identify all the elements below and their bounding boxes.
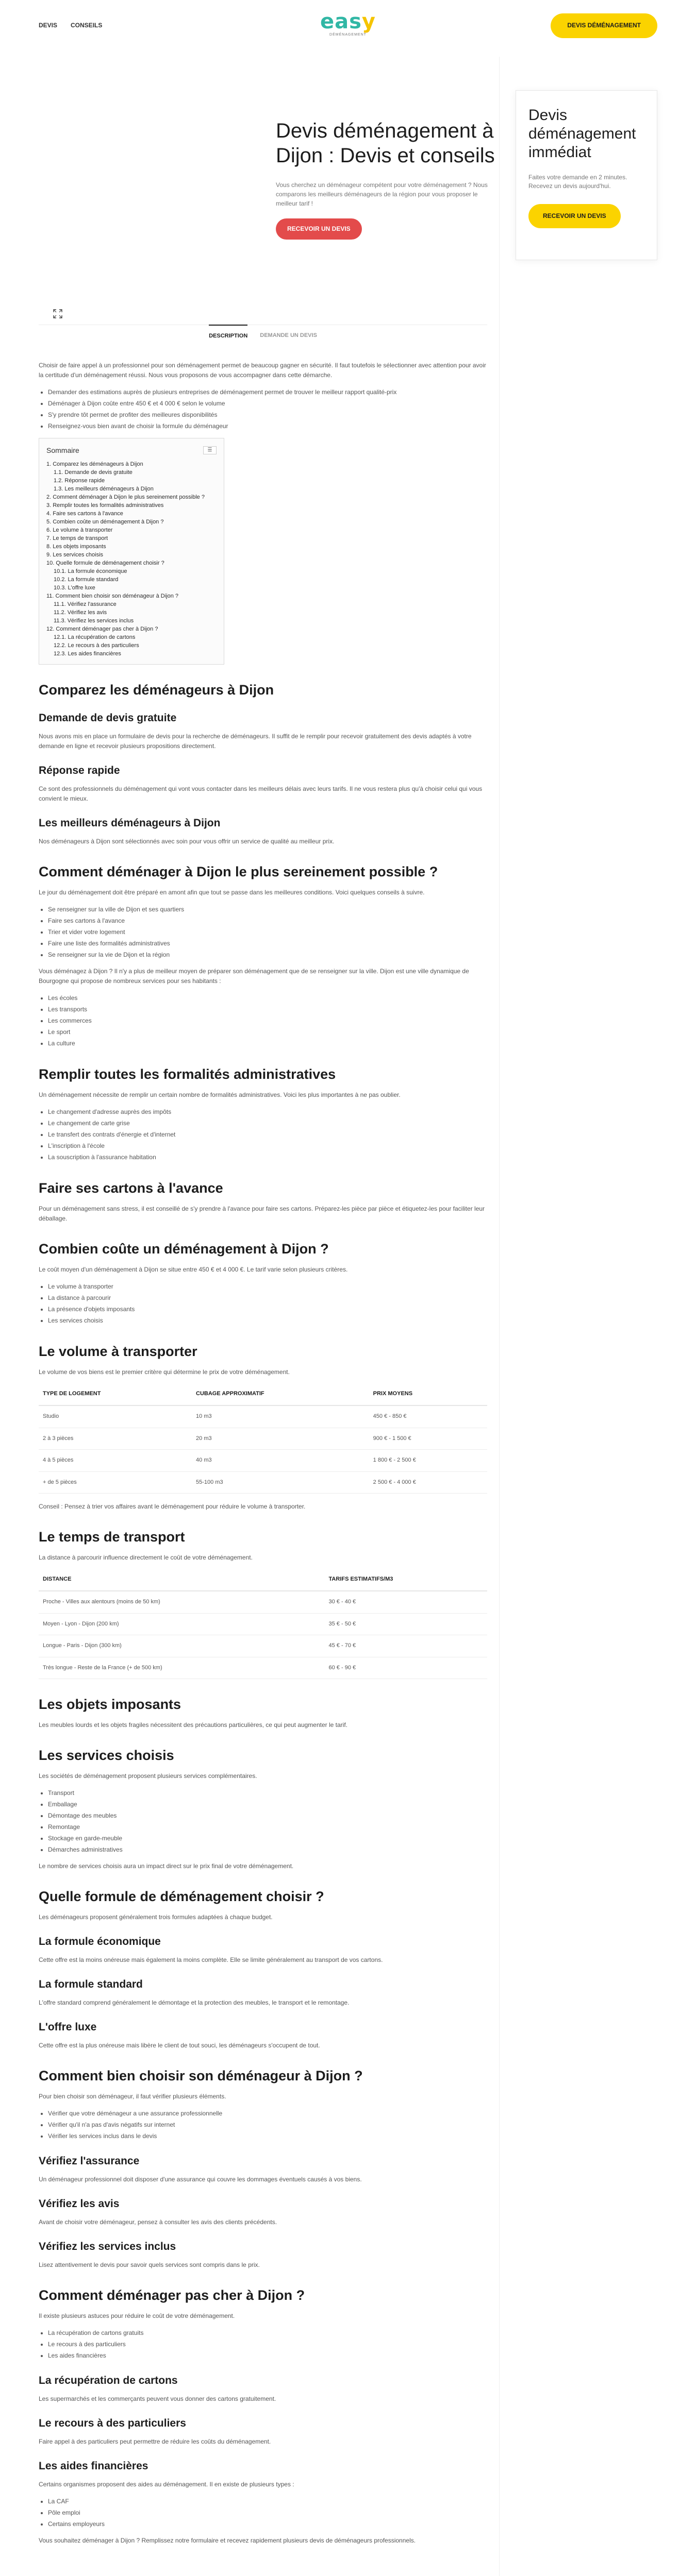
- list-item: • Le recours à des particuliers: [48, 2338, 487, 2350]
- table-row: Studio 10 m3 450 € - 850 €: [39, 1405, 487, 1428]
- list-item: • Déménager à Dijon coûte entre 450 € et 4 000 € selon le volume: [48, 398, 487, 409]
- paragraph: Vous déménagez à Dijon ? Il n'y a plus de meilleur moyen de préparer son déménagement que de se renseigner sur la ville. Dijon est une ville dynamique de Bourgogne qui propose de nombreux services pour ses habitants :: [39, 968, 469, 985]
- toc-link[interactable]: 11.2. Vérifiez les avis: [54, 609, 107, 616]
- toc-link[interactable]: 10.2. La formule standard: [54, 577, 119, 583]
- list-item: • Le changement d'adresse auprès des impôts: [48, 1106, 487, 1117]
- toc-link[interactable]: 12.2. Le recours à des particuliers: [54, 642, 139, 649]
- toc-title: Sommaire: [46, 446, 79, 454]
- paragraph: Nos déménageurs à Dijon sont sélectionnés avec soin pour vous offrir un service de qualité au meilleur prix.: [39, 838, 335, 845]
- tab-description[interactable]: DESCRIPTION: [209, 325, 247, 341]
- paragraph: Ce sont des professionnels du déménagement qui vont vous contacter dans les meilleurs délais avec leurs tarifs. Il ne vous restera plus qu'à choisir celui qui vous convient le mieux.: [39, 785, 483, 803]
- paragraph: Les sociétés de déménagement proposent plusieurs services complémentaires.: [39, 1772, 257, 1780]
- list-item: • La souscription à l'assurance habitation: [48, 1151, 487, 1163]
- toc-link[interactable]: 11.3. Vérifiez les services inclus: [54, 618, 134, 624]
- paragraph: Vous souhaitez déménager à Dijon ? Remplissez notre formulaire et recevez rapidement plusieurs devis de déménageurs professionnels.: [39, 2537, 416, 2545]
- bullet-list: [48, 992, 487, 1049]
- list-item: • Faire une liste des formalités administratives: [48, 938, 487, 949]
- paragraph: Faire appel à des particuliers peut permettre de réduire les coûts du déménagement.: [39, 2438, 271, 2446]
- distance-price-table: [39, 1569, 487, 1679]
- section-heading: Comment bien choisir son déménageur à Dijon ?: [39, 2068, 363, 2084]
- bullet-list: [48, 1787, 487, 1855]
- subsection-heading: Vérifiez les services inclus: [39, 2241, 176, 2253]
- expand-icon[interactable]: [53, 309, 62, 318]
- list-item: • Emballage: [48, 1799, 487, 1810]
- toc-link[interactable]: 1.1. Demande de devis gratuite: [54, 469, 132, 476]
- paragraph: Certains organismes proposent des aides au déménagement. Il en existe de plusieurs types :: [39, 2481, 294, 2488]
- list-item: • Certains employeurs: [48, 2518, 487, 2530]
- table-header: DISTANCE: [39, 1569, 325, 1591]
- list-item: • S'y prendre tôt permet de profiter des meilleures disponibilités: [48, 409, 487, 420]
- toc-link[interactable]: 10.3. L'offre luxe: [54, 585, 95, 591]
- paragraph: Les supermarchés et les commerçants peuvent vous donner des cartons gratuitement.: [39, 2395, 276, 2403]
- toc-link[interactable]: 8. Les objets imposants: [46, 544, 106, 550]
- section-heading: Combien coûte un déménagement à Dijon ?: [39, 1241, 329, 1257]
- list-item: • La récupération de cartons gratuits: [48, 2327, 487, 2338]
- section-heading: Les services choisis: [39, 1748, 174, 1764]
- list-item: • Les services choisis: [48, 1315, 487, 1326]
- section-heading: Faire ses cartons à l'avance: [39, 1180, 223, 1196]
- paragraph: Lisez attentivement le devis pour savoir quels services sont compris dans le prix.: [39, 2261, 260, 2269]
- list-item: • Stockage en garde-meuble: [48, 1833, 487, 1844]
- main-nav: [39, 21, 102, 30]
- paragraph: Conseil : Pensez à trier vos affaires avant le déménagement pour réduire le volume à transporter.: [39, 1503, 306, 1511]
- list-item: • Se renseigner sur la vie de Dijon et la région: [48, 949, 487, 960]
- paragraph: Un déménageur professionnel doit disposer d'une assurance qui couvre les dommages éventuels causés à vos biens.: [39, 2176, 362, 2183]
- toc-link[interactable]: 1.3. Les meilleurs déménageurs à Dijon: [54, 486, 154, 493]
- sidebar-title: Devis déménagement immédiat: [528, 107, 636, 161]
- table-of-contents: [39, 438, 224, 665]
- sidebar-text: Faites votre demande en 2 minutes. Recevez un devis aujourd'hui.: [528, 174, 627, 190]
- table-row: Proche - Villes aux alentours (moins de 50 km) 30 € - 40 €: [39, 1591, 487, 1613]
- list-item: • La présence d'objets imposants: [48, 1303, 487, 1315]
- toc-link[interactable]: 1. Comparez les déménageurs à Dijon: [46, 461, 143, 468]
- table-row: Très longue - Reste de la France (+ de 500 km) 60 € - 90 €: [39, 1657, 487, 1679]
- toc-link[interactable]: 2. Comment déménager à Dijon le plus sereinement possible ?: [46, 494, 205, 501]
- toc-link[interactable]: 7. Le temps de transport: [46, 535, 108, 542]
- hero-description: Vous cherchez un déménageur compétent pour votre déménagement ? Nous comparons les meilleurs déménageurs de la région pour vous proposer le meilleur tarif !: [276, 181, 488, 207]
- list-item: • Les transports: [48, 1004, 487, 1015]
- toc-link[interactable]: 5. Combien coûte un déménagement à Dijon ?: [46, 519, 164, 526]
- subsection-heading: La formule économique: [39, 1936, 161, 1948]
- description-content: [39, 361, 487, 2552]
- paragraph: Avant de choisir votre déménageur, pensez à consulter les avis des clients précédents.: [39, 2218, 277, 2226]
- section-heading: Comment déménager à Dijon le plus sereinement possible ?: [39, 864, 438, 880]
- table-header: TARIFS ESTIMATIFS/M3: [325, 1569, 487, 1591]
- bullet-list: [48, 2327, 487, 2361]
- nav-devis-link[interactable]: DEVIS: [39, 22, 58, 29]
- section-heading: Le temps de transport: [39, 1529, 185, 1545]
- list-item: • L'inscription à l'école: [48, 1140, 487, 1151]
- list-item: • La culture: [48, 1038, 487, 1049]
- paragraph: Le nombre de services choisis aura un impact direct sur le prix final de votre déménagement.: [39, 1862, 294, 1870]
- sidebar-devis-card: [516, 90, 657, 260]
- table-header: TYPE DE LOGEMENT: [39, 1383, 192, 1405]
- volume-price-table: [39, 1383, 487, 1494]
- site-logo[interactable]: [320, 11, 376, 38]
- list-item: • Le sport: [48, 1026, 487, 1038]
- list-item: • Se renseigner sur la ville de Dijon et ses quartiers: [48, 904, 487, 915]
- list-item: • Transport: [48, 1787, 487, 1799]
- paragraph: La distance à parcourir influence directement le coût de votre déménagement.: [39, 1554, 253, 1562]
- section-heading: Comment déménager pas cher à Dijon ?: [39, 2287, 305, 2303]
- table-row: 2 à 3 pièces 20 m3 900 € - 1 500 €: [39, 1428, 487, 1450]
- section-heading: Le volume à transporter: [39, 1344, 197, 1360]
- paragraph: Le jour du déménagement doit être préparé en amont afin que tout se passe dans les meilleures conditions. Voici quelques conseils à suivre.: [39, 889, 425, 896]
- toc-link[interactable]: 11.1. Vérifiez l'assurance: [54, 601, 117, 608]
- page-title: Devis déménagement à Dijon : Devis et conseils: [276, 120, 495, 167]
- list-item: • Le changement de carte grise: [48, 1117, 487, 1129]
- product-summary: [276, 118, 498, 240]
- toc-link[interactable]: 12.3. Les aides financières: [54, 651, 121, 657]
- list-item: • Renseignez-vous bien avant de choisir la formule du déménageur: [48, 420, 487, 432]
- list-item: • Pôle emploi: [48, 2507, 487, 2518]
- paragraph: Cette offre est la plus onéreuse mais libère le client de tout souci, les déménageurs s'occupent de tout.: [39, 2042, 320, 2049]
- toc-link[interactable]: 4. Faire ses cartons à l'avance: [46, 511, 123, 517]
- intro-list: [48, 386, 487, 432]
- list-item: • Le volume à transporter: [48, 1281, 487, 1292]
- nav-conseils-link[interactable]: CONSEILS: [71, 22, 103, 29]
- bullet-list: [48, 2496, 487, 2530]
- intro-paragraph: Choisir de faire appel à un professionnel pour son déménagement permet de beaucoup gagner en sécurité. Il faut toutefois le sélectionner avec attention pour avoir la certitude d'un déménagement réussi. Nous vous proposons de vous accompagner dans cette démarche.: [39, 362, 486, 379]
- subsection-heading: Demande de devis gratuite: [39, 712, 177, 724]
- paragraph: L'offre standard comprend généralement le démontage et la protection des meubles, le transport et le remontage.: [39, 1999, 350, 2007]
- paragraph: Les déménageurs proposent généralement trois formules adaptées à chaque budget.: [39, 1913, 273, 1921]
- logo-wordmark: easy: [320, 10, 376, 33]
- toc-link[interactable]: 3. Remplir toutes les formalités administratives: [46, 502, 164, 509]
- subsection-heading: La formule standard: [39, 1978, 143, 1991]
- paragraph: Le coût moyen d'un déménagement à Dijon se situe entre 450 € et 4 000 €. Le tarif varie selon plusieurs critères.: [39, 1266, 348, 1274]
- subsection-heading: Vérifiez l'assurance: [39, 2155, 140, 2167]
- tab-demande-devis[interactable]: DEMANDE UN DEVIS: [260, 332, 317, 338]
- paragraph: Un déménagement nécessite de remplir un certain nombre de formalités administratives. Voici les plus importantes à ne pas oublier.: [39, 1091, 401, 1099]
- sidebar-divider: [499, 57, 500, 2576]
- list-item: • Les écoles: [48, 992, 487, 1004]
- paragraph: Il existe plusieurs astuces pour réduire le coût de votre déménagement.: [39, 2312, 235, 2320]
- section-heading: Comparez les déménageurs à Dijon: [39, 682, 274, 698]
- list-item: • La distance à parcourir: [48, 1292, 487, 1303]
- paragraph: Nous avons mis en place un formulaire de devis pour la recherche de déménageurs. Il suffit de le remplir pour recevoir gratuitement des devis adaptés à votre demande en ligne et recevoir plusieurs propositions directement.: [39, 733, 472, 750]
- bullet-list: [48, 2108, 487, 2142]
- hero-devis-button[interactable]: RECEVOIR UN DEVIS: [276, 218, 362, 240]
- toc-link[interactable]: 12.1. La récupération de cartons: [54, 634, 136, 641]
- toc-toggle-icon[interactable]: ☰: [203, 446, 217, 454]
- table-header: PRIX MOYENS: [369, 1383, 487, 1405]
- bullet-list: [48, 1281, 487, 1326]
- list-item: • La CAF: [48, 2496, 487, 2507]
- list-item: • Faire ses cartons à l'avance: [48, 915, 487, 926]
- toc-link[interactable]: 1.2. Réponse rapide: [54, 478, 105, 484]
- list-item: • Vérifier que votre déménageur a une assurance professionnelle: [48, 2108, 487, 2119]
- toc-link[interactable]: 11. Comment bien choisir son déménageur à Dijon ?: [46, 593, 178, 600]
- list-item: • Les commerces: [48, 1015, 487, 1026]
- subsection-heading: Réponse rapide: [39, 765, 120, 777]
- paragraph: Le volume de vos biens est le premier critère qui détermine le prix de votre déménagement.: [39, 1368, 290, 1376]
- sidebar-devis-button[interactable]: RECEVOIR UN DEVIS: [528, 204, 621, 228]
- table-row: + de 5 pièces 55-100 m3 2 500 € - 4 000 €: [39, 1471, 487, 1494]
- toc-link[interactable]: 10.1. La formule économique: [54, 568, 127, 575]
- toc-list: [46, 460, 217, 658]
- bullet-list: [48, 904, 487, 960]
- header-devis-button[interactable]: DEVIS DÉMÉNAGEMENT: [551, 13, 657, 38]
- subsection-heading: La récupération de cartons: [39, 2375, 178, 2387]
- list-item: • Démarches administratives: [48, 1844, 487, 1855]
- subsection-heading: Les aides financières: [39, 2460, 148, 2472]
- list-item: • Vérifier qu'il n'a pas d'avis négatifs sur internet: [48, 2119, 487, 2130]
- list-item: • Le transfert des contrats d'énergie et d'internet: [48, 1129, 487, 1140]
- paragraph: Pour un déménagement sans stress, il est conseillé de s'y prendre à l'avance pour faire ses cartons. Préparez-les pièce par pièce et étiquetez-les pour faciliter leur déballage.: [39, 1205, 485, 1223]
- subsection-heading: Les meilleurs déménageurs à Dijon: [39, 817, 221, 829]
- table-row: Longue - Paris - Dijon (300 km) 45 € - 70 €: [39, 1635, 487, 1657]
- toc-link[interactable]: 9. Les services choisis: [46, 552, 104, 558]
- list-item: • Demander des estimations auprès de plusieurs entreprises de déménagement permet de trouver le meilleur rapport qualité-prix: [48, 386, 487, 398]
- paragraph: Les meubles lourds et les objets fragiles nécessitent des précautions particulières, ce qui peut augmenter le tarif.: [39, 1721, 347, 1729]
- subsection-heading: L'offre luxe: [39, 2021, 97, 2033]
- section-heading: Remplir toutes les formalités administratives: [39, 1066, 336, 1082]
- product-image[interactable]: [39, 108, 260, 330]
- section-heading: Quelle formule de déménagement choisir ?: [39, 1889, 324, 1905]
- table-row: 4 à 5 pièces 40 m3 1 800 € - 2 500 €: [39, 1450, 487, 1472]
- toc-link[interactable]: 12. Comment déménager pas cher à Dijon ?: [46, 626, 158, 633]
- toc-link[interactable]: 10. Quelle formule de déménagement choisir ?: [46, 560, 164, 567]
- paragraph: Cette offre est la moins onéreuse mais également la moins complète. Elle se limite généralement au transport de vos cartons.: [39, 1956, 383, 1964]
- product-tabs: [39, 325, 487, 345]
- toc-link[interactable]: 6. Le volume à transporter: [46, 527, 113, 534]
- list-item: • Les aides financières: [48, 2350, 487, 2361]
- bullet-list: [48, 1106, 487, 1163]
- subsection-heading: Le recours à des particuliers: [39, 2417, 186, 2430]
- table-row: Moyen - Lyon - Dijon (200 km) 35 € - 50 €: [39, 1613, 487, 1635]
- list-item: • Remontage: [48, 1821, 487, 1833]
- list-item: • Trier et vider votre logement: [48, 926, 487, 938]
- site-header: [0, 0, 696, 52]
- paragraph: Pour bien choisir son déménageur, il faut vérifier plusieurs éléments.: [39, 2093, 226, 2100]
- subsection-heading: Vérifiez les avis: [39, 2198, 120, 2210]
- section-heading: Les objets imposants: [39, 1697, 181, 1713]
- table-header: CUBAGE APPROXIMATIF: [192, 1383, 369, 1405]
- list-item: • Démontage des meubles: [48, 1810, 487, 1821]
- logo-subtitle: DÉMÉNAGEMENT: [329, 33, 367, 37]
- list-item: • Vérifier les services inclus dans le devis: [48, 2130, 487, 2142]
